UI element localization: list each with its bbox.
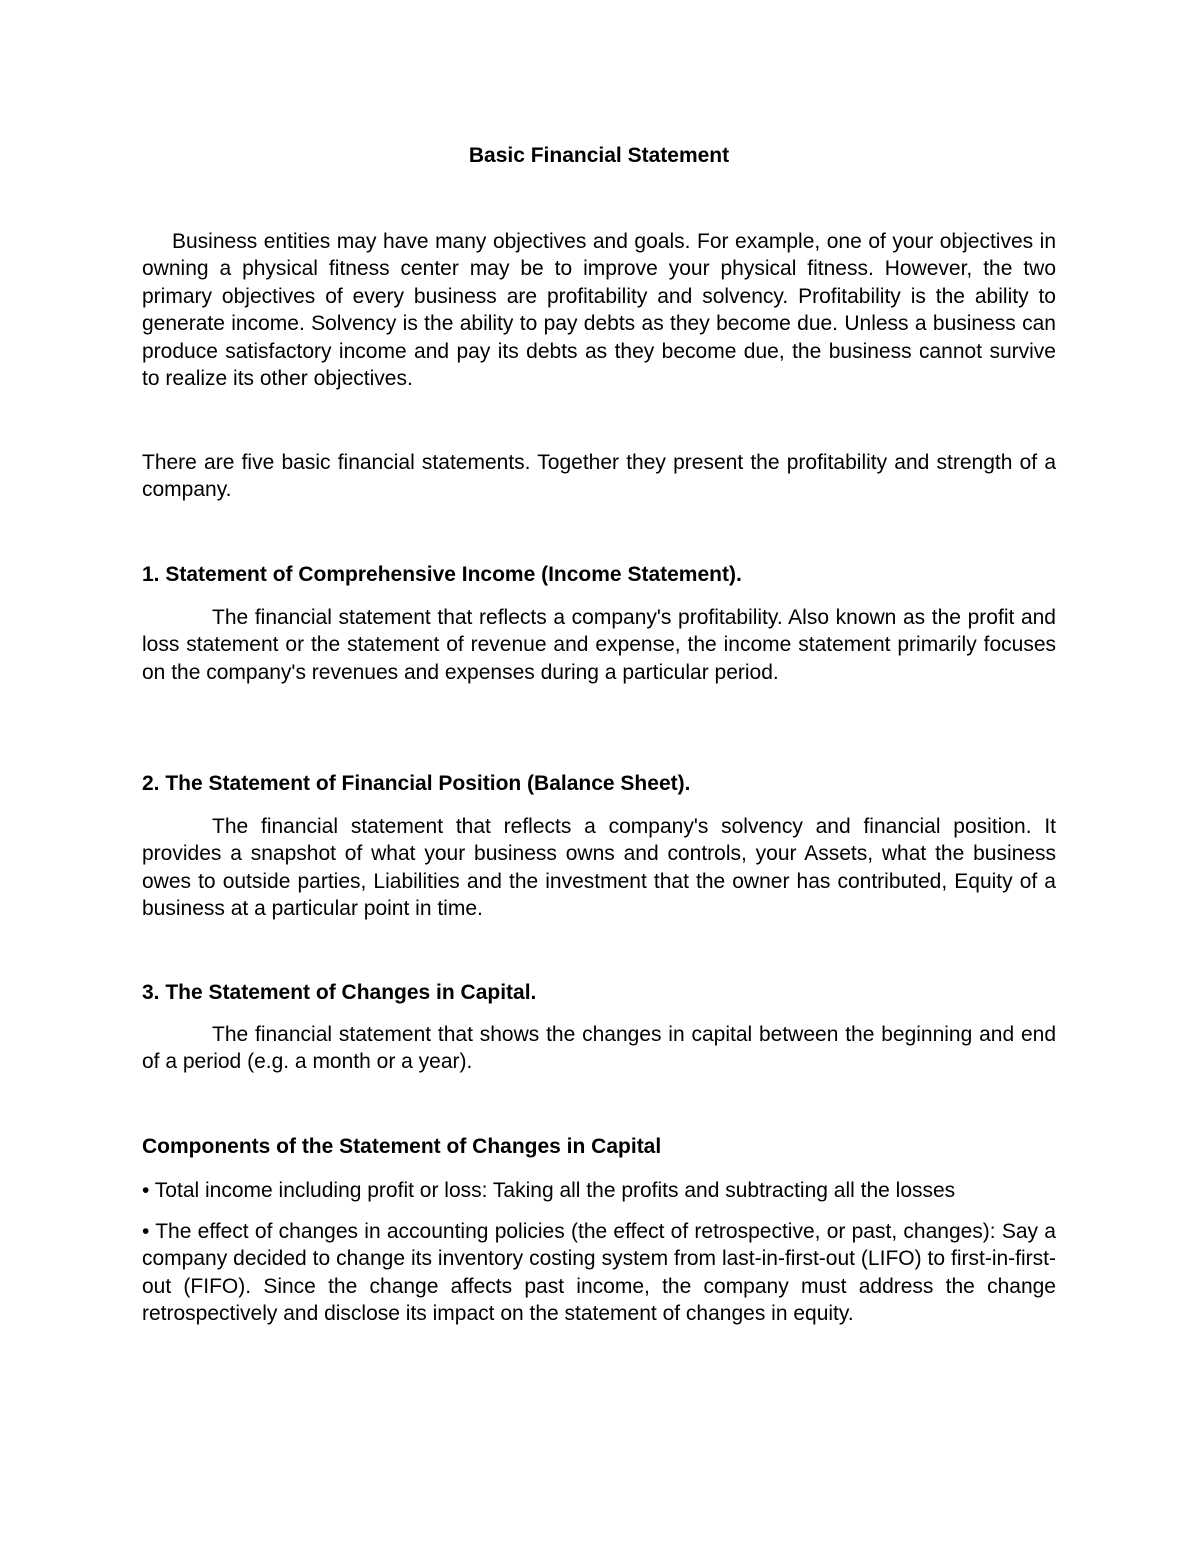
document-title: Basic Financial Statement — [468, 144, 730, 167]
intro-paragraph: Business entities may have many objectives and goals. For example, one of your objectives in owning a physical fitness center may be to improve your physical fitness. However, the two primary objectives of every business are profitability and solvency. Profitability is the ability to generate income. Solvency is the ability to pay debts as they become due. Unless a business can produce satisfactory income and pay its debts as they become due, the business cannot survive to realize its other objectives. — [142, 230, 1056, 391]
section-heading-changes-in-capital: 3. The Statement of Changes in Capital. — [142, 981, 537, 1004]
section-heading-balance-sheet: 2. The Statement of Financial Position (Balance Sheet). — [142, 772, 691, 795]
components-bullet-accounting-policies: • The effect of changes in accounting policies (the effect of retrospective, or past, changes): Say a company decided to change its inventory costing system from last-in-first-out (LIFO) to first-in-first-out (FIFO). Since the change affects past income, the company must address the change retrospectively and disclose its impact on the statement of changes in equity. — [142, 1220, 1056, 1326]
section-body-balance-sheet: The financial statement that reflects a company's solvency and financial position. It provides a snapshot of what your business owns and controls, your Assets, what the business owes to outside parties, Liabilities and the investment that the owner has contributed, Equity of a business at a particular point in time. — [142, 815, 1056, 921]
section-heading-income-statement: 1. Statement of Comprehensive Income (Income Statement). — [142, 563, 742, 586]
components-heading: Components of the Statement of Changes in Capital — [142, 1135, 662, 1158]
section-body-income-statement: The financial statement that reflects a company's profitability. Also known as the profit and loss statement or the statement of revenue and expense, the income statement primarily focuses on the company's revenues and expenses during a particular period. — [142, 606, 1056, 684]
section-body-changes-in-capital: The financial statement that shows the changes in capital between the beginning and end of a period (e.g. a month or a year). — [142, 1023, 1056, 1074]
five-statements-paragraph: There are five basic financial statements. Together they present the profitability and strength of a company. — [142, 451, 1056, 502]
components-bullet-total-income: • Total income including profit or loss: Taking all the profits and subtracting all the losses — [142, 1179, 956, 1202]
